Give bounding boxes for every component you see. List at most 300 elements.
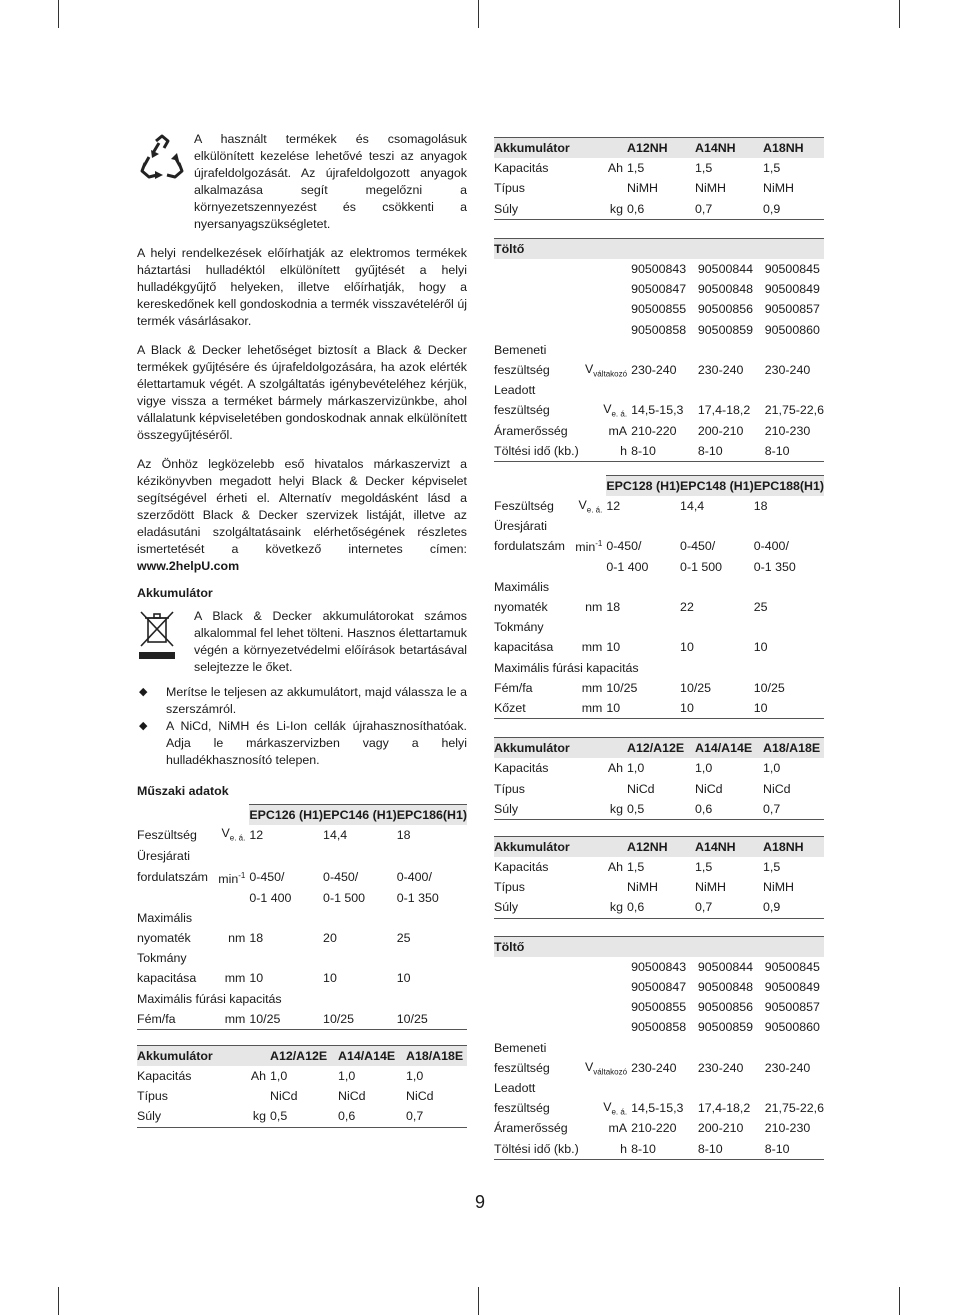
table-cell-value: 90500843 [631, 959, 687, 974]
unit-text: Ah [607, 761, 623, 776]
table-cell-value: 90500845 [764, 262, 820, 277]
table-cell-value: 18 [396, 828, 411, 843]
table-cell-label: Leadott [494, 383, 536, 398]
table-cell-value: 90500844 [697, 959, 754, 974]
table-cell-value: 0-1 350 [396, 890, 439, 905]
table-cell-unit [579, 400, 631, 420]
table-header-cell: A18/A18E [763, 738, 824, 759]
table-header-cell: A12/A12E [270, 1046, 338, 1067]
table-cell-value: 90500844 [697, 262, 754, 277]
unit-subscript: váltakozó [593, 369, 628, 379]
table-cell-label: kapacitása [494, 640, 554, 655]
table-cell-value [765, 1038, 824, 1058]
table-cell-value: 90500856 [697, 302, 754, 317]
table-header-cell: A12/A12E [627, 738, 695, 759]
charger-table [494, 936, 824, 1160]
table-row [137, 888, 467, 908]
table-cell-unit [574, 199, 627, 220]
table-row [494, 637, 824, 657]
table-cell-unit [211, 847, 249, 867]
table-cell-value [765, 340, 824, 360]
crop-mark [899, 0, 900, 28]
table-cell-value: 230-240 [631, 362, 677, 377]
table-row [494, 897, 824, 918]
table-cell-value: 10/25 [606, 680, 638, 695]
table-row [494, 997, 824, 1017]
table-cell-value: 0,6 [338, 1107, 406, 1128]
table-cell-value: 1,0 [406, 1069, 424, 1084]
table-cell-value: 90500847 [631, 282, 687, 297]
table-cell-value: 18 [753, 499, 768, 514]
table-row [494, 536, 824, 556]
table-cell-label: Típus [494, 880, 525, 895]
battery-table [494, 836, 824, 919]
table-cell-value: 200-210 [697, 423, 744, 438]
table-row [494, 259, 824, 279]
table-cell-value [397, 908, 467, 928]
table-row [494, 557, 824, 577]
table-header-cell [631, 936, 698, 957]
charger-table [494, 238, 824, 462]
diamond-bullet-icon: ◆ [139, 686, 148, 698]
table-cell-unit [579, 1138, 631, 1159]
table-cell-value: 210-220 [631, 423, 677, 438]
table-cell-unit [579, 259, 631, 279]
table-cell-label: Üresjárati [494, 519, 548, 534]
table-cell-value [606, 617, 680, 637]
table-cell-value: NiMH [695, 181, 726, 196]
crop-mark [478, 0, 479, 28]
table-row [494, 1078, 824, 1098]
table-row [494, 778, 824, 798]
table-row [494, 380, 824, 400]
table-header-cell: A18/A18E [406, 1046, 467, 1067]
table-cell-label: feszültség [494, 362, 550, 377]
table-header-cell: Akkumulátor [494, 738, 627, 759]
unit-text: nm [228, 930, 246, 945]
table-cell-value: 1,0 [627, 761, 645, 776]
table-header-cell [494, 475, 568, 496]
table-cell-value: 25 [396, 930, 411, 945]
table-cell-value: 210-230 [764, 423, 811, 438]
table-cell-unit [568, 678, 606, 698]
table-row [494, 516, 824, 536]
table-cell-unit [579, 1058, 631, 1078]
table-cell-label: Töltési idő (kb.) [494, 1138, 579, 1159]
table-cell-unit [568, 577, 606, 597]
list-item-text: A NiCd, NiMH és Li-Ion cellák újrahasznosíthatóak. Adja le márkaszervizben vagy a helyi hulladékhasznosító telepen. [166, 719, 467, 767]
unit-text: V [578, 497, 587, 512]
table-cell-value: 10/25 [397, 1009, 467, 1030]
table-cell-label: Kapacitás [494, 161, 549, 176]
table-cell-value: 90500848 [697, 980, 754, 995]
table-cell-value: 8-10 [698, 1138, 765, 1159]
table-cell-value: 90500857 [764, 1000, 820, 1015]
table-cell-value: NiCd [338, 1089, 366, 1104]
table-cell-value: 10 [606, 698, 680, 719]
table-cell-value: 14,5-15,3 [631, 403, 684, 418]
table-cell-value: 0,6 [627, 199, 695, 220]
table-cell-value: 0-400/ [753, 539, 789, 554]
unit-text: V [585, 361, 594, 376]
table-cell-value: 1,5 [627, 161, 645, 176]
table-row [494, 320, 824, 340]
table-row [494, 1017, 824, 1037]
collection-service-paragraph: A Black & Decker lehetőséget biztosít a Black & Decker termékek gyűjtésére és újrafeldolgozására, ha azok elérték élettartamuk végét. A szolgáltatás igénybevételéhez kérjük, vigye vissza a terméket bármely márkaszervizünkbe, ahol vállalatunk képviseletében gondoskodnak annak elkülönített összegyűjtéséről. [137, 343, 467, 442]
table-cell-value: 90500848 [697, 282, 754, 297]
table-cell-label: Üresjárati [137, 849, 191, 864]
table-cell-label [494, 977, 579, 997]
table-header-cell: A14NH [695, 138, 763, 159]
right-column [494, 137, 824, 1160]
table-row [137, 928, 467, 948]
table-cell-unit [211, 867, 249, 888]
service-url: www.2helpU.com [137, 559, 240, 573]
table-cell-value: 10/25 [323, 1009, 397, 1030]
table-cell-unit [574, 178, 627, 198]
table-row [494, 957, 824, 977]
table-header-row [494, 475, 824, 496]
table-header-cell: EPC148 (H1) [680, 475, 754, 496]
table-cell-unit [574, 799, 627, 820]
diamond-bullet-icon: ◆ [139, 720, 148, 732]
table-cell-unit [568, 536, 606, 556]
unit-text: mm [581, 700, 603, 715]
table-cell-label: fordulatszám [494, 539, 565, 554]
table-row [137, 1009, 467, 1030]
table-header-row [494, 238, 824, 259]
table-row [494, 400, 824, 420]
table-row [137, 908, 467, 928]
crop-mark [58, 1287, 59, 1315]
table-cell-value: 14,4 [680, 499, 705, 514]
table-cell-value: NiMH [627, 880, 658, 895]
unit-text: kg [609, 801, 623, 816]
table-cell-unit [579, 1038, 631, 1058]
table-cell-unit [211, 908, 249, 928]
table-cell-value [323, 949, 397, 969]
table-cell-label [494, 279, 579, 299]
table-cell-value [323, 847, 397, 867]
spec-table [494, 475, 824, 719]
table-cell-value [754, 516, 824, 536]
table-cell-value: 90500860 [764, 1020, 820, 1035]
table-row [494, 577, 824, 597]
unit-text: min [218, 871, 239, 886]
table-cell-value [606, 516, 680, 536]
table-cell-value [765, 1078, 824, 1098]
table-cell-value [631, 1078, 698, 1098]
table-cell-label [494, 299, 579, 319]
table-cell-value: 90500858 [631, 1020, 687, 1035]
table-cell-value: NiCd [627, 781, 655, 796]
table-cell-label: Áramerősség [494, 1121, 568, 1136]
table-cell-value: 17,4-18,2 [697, 403, 751, 418]
table-cell-value [698, 340, 765, 360]
list-item-text: Merítse le teljesen az akkumulátort, majd válassza le a szerszámról. [166, 685, 467, 716]
table-cell-label [137, 888, 211, 908]
table-cell-value: 1,0 [763, 761, 781, 776]
table-cell-unit [574, 778, 627, 798]
table-cell-value: 230-240 [631, 1060, 677, 1075]
unit-text: nm [585, 600, 603, 615]
table-header-cell [568, 475, 606, 496]
table-cell-label: Kapacitás [494, 860, 549, 875]
unit-subscript: e. á. [229, 833, 246, 843]
table-cell-label: feszültség [494, 403, 550, 418]
table-cell-value [631, 380, 698, 400]
table-cell-value: 12 [606, 499, 621, 514]
table-cell-unit [579, 1017, 631, 1037]
table-row [494, 758, 824, 778]
table-cell-label: kapacitása [137, 971, 197, 986]
crop-mark [58, 0, 59, 28]
table-cell-value: 8-10 [631, 441, 698, 462]
table-cell-unit [574, 877, 627, 897]
table-header-cell [631, 238, 698, 259]
table-cell-unit [217, 1066, 270, 1086]
table-cell-label [494, 320, 579, 340]
table-cell-value: NiMH [627, 181, 658, 196]
table-cell-value: 0,9 [763, 199, 824, 220]
unit-text: mm [581, 640, 603, 655]
table-row [494, 360, 824, 380]
table-row [494, 1058, 824, 1078]
table-cell-value: 0-400/ [396, 869, 432, 884]
table-header-cell: EPC128 (H1) [606, 475, 680, 496]
table-cell-value: 1,5 [695, 161, 713, 176]
unit-text: mm [224, 971, 246, 986]
table-cell-value [606, 577, 680, 597]
table-cell-unit [568, 698, 606, 719]
table-header-cell: A14/A14E [338, 1046, 406, 1067]
table-cell-value [698, 380, 765, 400]
table-cell-label [494, 557, 568, 577]
unit-text: h [620, 1141, 628, 1156]
table-cell-value [249, 908, 323, 928]
unit-text: V [603, 402, 612, 417]
table-header-row [494, 138, 824, 159]
table-header-cell: A12NH [627, 138, 695, 159]
table-cell-value: 0,9 [763, 897, 824, 918]
table-cell-value: 90500855 [631, 1000, 687, 1015]
table-cell-value: 0-450/ [680, 539, 716, 554]
table-row [137, 867, 467, 888]
unit-text: Ah [250, 1069, 266, 1084]
table-cell-label: Bemeneti [494, 1040, 547, 1055]
table-cell-label: Maximális fúrási kapacitás [494, 660, 639, 675]
table-cell-value: 90500858 [631, 322, 687, 337]
table-header-row [137, 805, 467, 826]
table-cell-value: 210-230 [764, 1121, 811, 1136]
table-cell-label: Áramerősség [494, 423, 568, 438]
table-header-cell: Akkumulátor [494, 836, 627, 857]
table-cell-value: 1,0 [270, 1069, 288, 1084]
table-cell-label: Tokmány [137, 951, 187, 966]
table-cell-label [494, 1017, 579, 1037]
table-cell-unit [568, 637, 606, 657]
table-row [494, 1118, 824, 1138]
table-header-cell [137, 805, 211, 826]
table-row [494, 1138, 824, 1159]
table-cell-label: Tokmány [494, 620, 544, 635]
table-cell-value: 0-450/ [323, 869, 359, 884]
table-cell-value: 14,5-15,3 [631, 1101, 684, 1116]
table-header-cell: EPC146 (H1) [323, 805, 397, 826]
unit-subscript: e. á. [611, 409, 628, 419]
table-header-row [137, 1046, 467, 1067]
table-cell-label: Fém/fa [494, 680, 533, 695]
table-row [494, 299, 824, 319]
battery-table [137, 1045, 467, 1128]
unit-superscript: -1 [238, 870, 246, 880]
table-cell-value: 90500859 [697, 322, 754, 337]
table-header-cell [211, 805, 249, 826]
table-cell-value: 0,7 [695, 897, 763, 918]
table-cell-value: 1,5 [763, 860, 781, 875]
table-row [137, 825, 467, 846]
table-cell-value: 90500860 [764, 322, 820, 337]
table-cell-unit [211, 949, 249, 969]
table-cell-value: 12 [249, 828, 264, 843]
table-cell-value: 0,6 [695, 799, 763, 820]
table-cell-value: 0-1 500 [323, 890, 366, 905]
table-cell-value: 0-1 350 [753, 559, 796, 574]
table-cell-unit [211, 825, 249, 846]
table-row [494, 496, 824, 516]
unit-text: V [221, 826, 230, 841]
table-row [494, 1098, 824, 1118]
table-cell-value: 90500845 [764, 959, 820, 974]
unit-text: mA [608, 1121, 628, 1136]
unit-text: min [575, 540, 596, 555]
table-header-cell: A14NH [695, 836, 763, 857]
table-cell-value: 10/25 [753, 680, 785, 695]
table-cell-unit [579, 977, 631, 997]
tech-data-title: Műszaki adatok [137, 784, 229, 798]
list-item [137, 684, 467, 718]
table-cell-value: 10 [680, 698, 754, 719]
table-cell-unit [579, 380, 631, 400]
table-cell-value: 0,7 [695, 199, 763, 220]
unit-subscript: e. á. [611, 1107, 628, 1117]
battery-section-title: Akkumulátor [137, 586, 213, 600]
table-cell-unit [568, 617, 606, 637]
table-cell-value [631, 1038, 698, 1058]
table-cell-unit [211, 1009, 249, 1030]
table-cell-value: 10 [680, 640, 694, 655]
table-header-cell [765, 238, 824, 259]
table-cell-value: 10 [323, 971, 337, 986]
table-cell-value: 0,7 [406, 1107, 467, 1128]
table-header-cell: A18NH [763, 138, 824, 159]
table-cell-label: Súly [494, 897, 574, 918]
table-cell-unit [568, 557, 606, 577]
table-cell-unit [568, 496, 606, 516]
table-cell-label: Feszültség [137, 828, 197, 843]
table-cell-value: 210-220 [631, 1121, 677, 1136]
table-cell-unit [568, 516, 606, 536]
spec-table [137, 804, 467, 1030]
table-cell-value: 90500847 [631, 980, 687, 995]
table-header-cell: EPC126 (H1) [249, 805, 323, 826]
table-cell-label: Maximális [137, 910, 193, 925]
table-header-cell: EPC188(H1) [754, 475, 824, 496]
table-cell-value: 0-1 400 [606, 559, 649, 574]
table-header-cell: Akkumulátor [494, 138, 627, 159]
table-cell-value [754, 617, 824, 637]
table-cell-label: Kapacitás [137, 1069, 192, 1084]
table-cell-label: Kőzet [494, 698, 568, 719]
table-cell-value: 1,5 [695, 860, 713, 875]
table-row [494, 1038, 824, 1058]
battery-instructions-list [137, 684, 467, 769]
unit-text: V [603, 1099, 612, 1114]
table-row [137, 969, 467, 989]
table-cell-value: 90500857 [764, 302, 820, 317]
unit-text: mm [224, 1011, 246, 1026]
table-cell-unit [579, 420, 631, 440]
service-center-text: Az Önhöz legközelebb eső hivatalos márkaszervizt a kézikönyvben megadott helyi Black & Decker képviselet segítségével érheti el. Alternatív megoldásként lásd a szerződött Black & Decker szervizek listáját, illetve az eladásutáni szolgáltatásaink elérhetőségének részletes ismertetését a következő internetes címen: [137, 457, 467, 556]
table-cell-unit [579, 1098, 631, 1118]
unit-superscript: -1 [595, 538, 603, 548]
table-row [137, 1087, 467, 1107]
table-cell-value: 1,0 [338, 1069, 356, 1084]
table-cell-value [249, 847, 323, 867]
table-row [137, 989, 467, 1009]
table-cell-label: nyomaték [494, 600, 548, 615]
table-cell-value: 230-240 [764, 362, 811, 377]
recycling-paragraph: A használt termékek és csomagolásuk elkülönített kezelése lehetővé teszi az anyagok újrafeldolgozását. Az újrafeldolgozott anyagok alkalmazása segít megelőzni a környezetszennyezést és csökkenti a nyersanyagszükségletet. [194, 132, 467, 231]
table-cell-value: 1,5 [763, 161, 781, 176]
table-cell-unit [579, 279, 631, 299]
table-cell-value: 10 [753, 640, 768, 655]
table-cell-label [494, 997, 579, 1017]
table-cell-value [680, 516, 754, 536]
table-cell-label: Típus [494, 181, 525, 196]
table-cell-label: Típus [137, 1089, 168, 1104]
table-cell-value [754, 577, 824, 597]
table-row [494, 799, 824, 820]
table-cell-label: Maximális fúrási kapacitás [137, 991, 282, 1006]
table-cell-unit [574, 897, 627, 918]
table-cell-value: 230-240 [697, 362, 744, 377]
table-cell-value: 0-1 500 [680, 559, 723, 574]
table-cell-label: Töltési idő (kb.) [494, 441, 579, 462]
table-cell-label: Súly [494, 799, 574, 820]
table-header-row [494, 836, 824, 857]
service-center-paragraph [137, 456, 467, 575]
table-cell-unit [574, 857, 627, 877]
page-number: 9 [474, 1192, 485, 1212]
table-cell-value: 21,75-22,6 [764, 1101, 824, 1116]
table-cell-value: 0,7 [763, 799, 824, 820]
table-cell-value: 10 [754, 698, 824, 719]
table-cell-value: 14,4 [323, 828, 348, 843]
table-cell-value: 21,75-22,6 [764, 403, 824, 418]
table-cell-value: 17,4-18,2 [697, 1101, 751, 1116]
table-cell-value: 10 [396, 971, 411, 986]
table-cell-value: 200-210 [697, 1121, 744, 1136]
table-row [494, 158, 824, 178]
battery-paragraph: A Black & Decker akkumulátorokat számos alkalommal fel lehet tölteni. Hasznos élettartamuk végén a környezetvédelmi előírások betartásával selejtezze le őket. [194, 609, 467, 674]
table-cell-value: 0-450/ [249, 869, 285, 884]
unit-text: Ah [607, 860, 623, 875]
table-header-cell: A14/A14E [695, 738, 763, 759]
unit-text: V [585, 1059, 594, 1074]
table-header-cell: EPC186(H1) [397, 805, 467, 826]
table-cell-value: 90500849 [764, 282, 820, 297]
